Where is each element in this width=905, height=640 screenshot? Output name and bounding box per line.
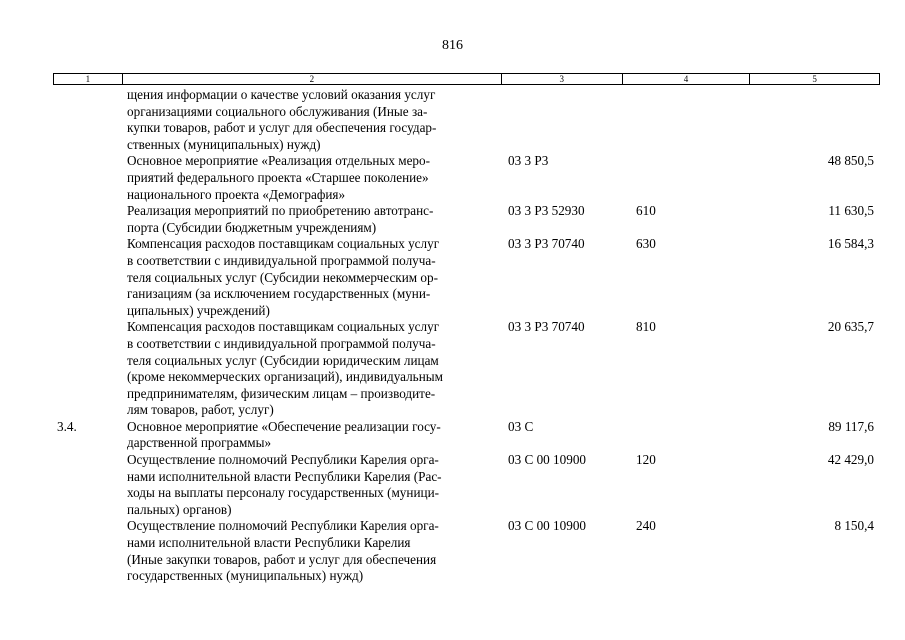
row-expense-type [623,419,751,452]
row-expense-type [623,87,751,153]
description-line: Компенсация расходов поставщикам социальных услуг [127,236,440,252]
row-code: 03 3 Р3 [508,153,549,169]
description-line: Осуществление полномочий Республики Карелия орга- [127,452,439,468]
description-line: Осуществление полномочий Республики Карелия орга- [127,518,439,534]
description-line: ственных (муниципальных) нужд) [127,136,321,152]
description-line: нами исполнительной власти Республики Карелия (Рас- [127,468,442,484]
description-line: порта (Субсидии бюджетным учреждениям) [127,219,377,235]
row-number [53,452,122,518]
table-row [53,419,880,452]
row-description [122,87,502,153]
row-amount: 89 117,6 [828,418,874,434]
row-code: 03 С 00 10900 [508,518,587,534]
table-row [53,319,880,419]
row-expense-type: 120 [636,452,656,468]
row-code: 03 3 Р3 52930 [508,203,585,219]
row-code: 03 С [508,418,534,434]
row-number: 3.4. [57,418,77,434]
header-col-1: 1 [54,74,123,84]
header-col-3: 3 [502,74,623,84]
table-row [53,203,880,236]
description-line: (кроме некоммерческих организаций), индивидуальным [127,369,443,385]
description-line: теля социальных услуг (Субсидии некоммерческим ор- [127,269,438,285]
description-line: купки товаров, работ и услуг для обеспечения государ- [127,120,437,136]
row-code: 03 3 Р3 70740 [508,236,585,252]
row-description [122,518,502,584]
row-number [53,319,122,419]
table-row [53,153,880,203]
row-number [53,518,122,584]
description-line: Основное мероприятие «Реализация отдельных меро- [127,153,431,169]
description-line: национального проекта «Демография» [127,186,346,202]
header-col-4: 4 [623,74,751,84]
page-number: 816 [442,38,463,53]
row-amount: 48 850,5 [827,153,874,169]
row-description [122,452,502,518]
description-line: ципальных) учреждений) [127,302,270,318]
row-description [122,203,502,236]
description-line: теля социальных услуг (Субсидии юридическим лицам [127,352,439,368]
row-number [53,236,122,319]
description-line: Реализация мероприятий по приобретению автотранс- [127,203,434,219]
table-header [53,73,880,85]
row-number [53,153,122,203]
row-amount: 11 630,5 [828,203,874,219]
row-expense-type: 610 [636,203,656,219]
description-line: ганизациям (за исключением государственных (муни- [127,286,431,302]
row-expense-type [623,153,751,203]
row-description [122,319,502,419]
description-line: лям товаров, работ, услуг) [127,402,274,418]
row-code: 03 С 00 10900 [508,452,587,468]
description-line: в соответствии с индивидуальной программой получа- [127,335,436,351]
row-amount: 8 150,4 [834,518,874,534]
description-line: (Иные закупки товаров, работ и услуг для обеспечения [127,551,437,567]
row-description [122,153,502,203]
row-description [122,236,502,319]
description-line: в соответствии с индивидуальной программой получа- [127,252,436,268]
row-amount: 20 635,7 [827,319,874,335]
description-line: приятий федерального проекта «Старшее поколение» [127,169,429,185]
description-line: Компенсация расходов поставщикам социальных услуг [127,319,440,335]
header-col-2: 2 [123,74,502,84]
row-code [502,87,623,153]
row-expense-type: 240 [636,518,656,534]
table-row [53,452,880,518]
row-amount: 16 584,3 [827,236,874,252]
description-line: Основное мероприятие «Обеспечение реализации госу- [127,418,441,434]
row-expense-type: 810 [636,319,656,335]
row-amount: 42 429,0 [827,452,874,468]
description-line: ходы на выплаты персоналу государственных (муници- [127,485,440,501]
table-body [53,87,880,585]
table-row [53,236,880,319]
description-line: пальных) органов) [127,501,232,517]
table-row [53,87,880,153]
table-row [53,518,880,584]
row-expense-type: 630 [636,236,656,252]
row-code: 03 3 Р3 70740 [508,319,585,335]
description-line: организациями социального обслуживания (Иные за- [127,103,428,119]
description-line: нами исполнительной власти Республики Карелия [127,535,411,551]
row-amount [751,87,880,153]
description-line: государственных (муниципальных) нужд) [127,568,364,584]
description-line: щения информации о качестве условий оказания услуг [127,87,436,102]
header-col-5: 5 [812,74,817,84]
row-number [53,87,122,153]
description-line: дарственной программы» [127,435,272,451]
description-line: предпринимателям, физическим лицам – производите- [127,385,436,401]
row-number [53,203,122,236]
row-description [122,419,502,452]
